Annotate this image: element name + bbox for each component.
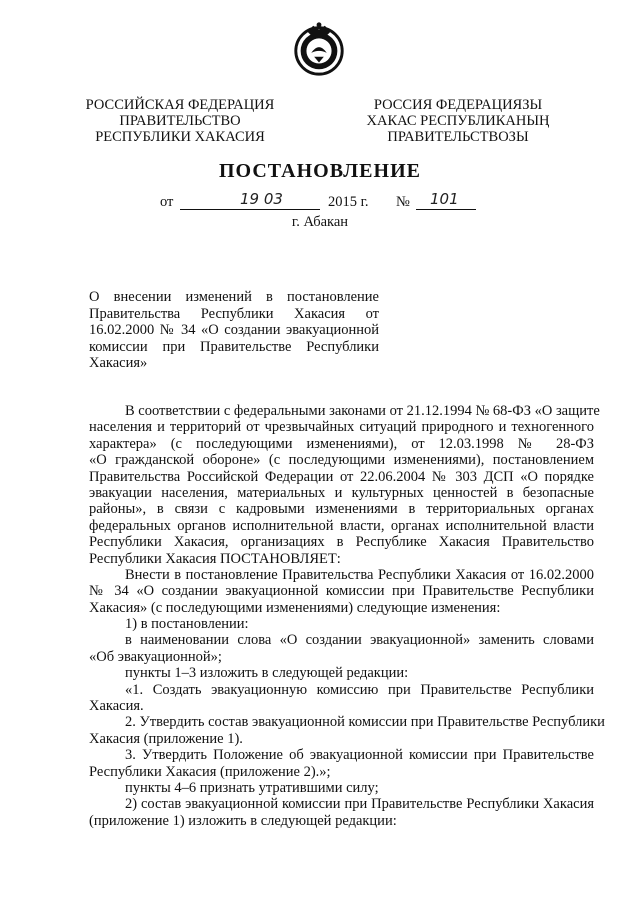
body-line: населения и территорий от чрезвычайных ситуаций природного и техногенного — [89, 419, 594, 436]
body-line: 2) состав эвакуационной комиссии при Правительстве Республики Хакасия — [125, 796, 594, 813]
body-line: федеральных органов исполнительной власти, органах исполнительной власти — [89, 517, 594, 534]
body-line: Республики Хакасия, организациях в Республике Хакасия Правительство — [89, 534, 594, 551]
body-line: Хакасия. — [89, 698, 144, 715]
header-left-line: РЕСПУБЛИКИ ХАКАСИЯ — [95, 129, 265, 145]
body-line: характера» (с последующими изменениями), от 12.03.1998 № 28-ФЗ — [89, 435, 594, 452]
body-line: районы», в связи с кадровыми изменениями в территориальных органах — [89, 501, 594, 518]
body-line: 3. Утвердить Положение об эвакуационной комиссии при Правительстве — [125, 747, 594, 764]
header-left — [80, 97, 280, 145]
subject-line: Хакасия» — [89, 355, 148, 371]
header-left-line: РОССИЙСКАЯ ФЕДЕРАЦИЯ — [85, 97, 275, 113]
header-right — [358, 97, 558, 145]
body-line: «1. Создать эвакуационную комиссию при Правительстве Республики — [125, 681, 594, 698]
body-line: Хакасия» (с последующими изменениями) следующие изменения: — [89, 599, 501, 616]
header-left-line: ПРАВИТЕЛЬСТВО — [119, 113, 241, 129]
body-line: Республики Хакасия ПОСТАНОВЛЯЕТ: — [89, 550, 341, 567]
body-line: В соответствии с федеральными законами от 21.12.1994 № 68-ФЗ «О защите — [125, 403, 600, 419]
handwritten-number: 101 — [430, 190, 459, 208]
subject-line: 16.02.2000 № 34 «О создании эвакуационной — [89, 322, 379, 338]
body-line: Республики Хакасия (приложение 2).»; — [89, 763, 331, 780]
body-line: 2. Утвердить состав эвакуационной комиссии при Правительстве Республики — [125, 714, 605, 731]
coat-of-arms-icon — [290, 20, 348, 78]
document-body — [89, 403, 605, 829]
subject-line: комиссии при Правительстве Республики — [89, 338, 379, 355]
body-line: в наименовании слова «О создании эвакуационной» заменить словами — [125, 632, 594, 649]
body-line: пункты 1–3 изложить в следующей редакции: — [125, 665, 409, 682]
document-title: ПОСТАНОВЛЕНИЕ — [219, 160, 421, 182]
year-label: 2015 г. — [328, 194, 369, 210]
body-line: № 34 «О создании эвакуационной комиссии при Правительстве Республики — [89, 583, 594, 600]
body-line: пункты 4–6 признать утратившими силу; — [125, 779, 379, 796]
body-line: эвакуации населения, материальных и культурных ценностей в безопасные — [89, 484, 594, 501]
body-line: Правительства Российской Федерации от 22.06.2004 № 303 ДСП «О порядке — [89, 468, 594, 485]
city-label: г. Абакан — [291, 214, 349, 230]
body-line: «О гражданской обороне» (с последующими изменениями), постановлением — [89, 452, 594, 469]
date-prefix: от — [160, 194, 174, 210]
handwritten-date: 19 03 — [240, 190, 283, 208]
body-line: Внести в постановление Правительства Республики Хакасия от 16.02.2000 — [125, 566, 594, 583]
body-line: 1) в постановлении: — [125, 616, 249, 633]
header-right-line: ПРАВИТЕЛЬСТВОЗЫ — [387, 129, 529, 145]
subject-line: О внесении изменений в постановление — [89, 289, 379, 305]
document-subject — [89, 289, 379, 372]
body-line: Хакасия (приложение 1). — [89, 730, 243, 747]
date-number-line — [160, 192, 490, 212]
body-line: (приложение 1) изложить в следующей редакции: — [89, 812, 397, 829]
subject-line: Правительства Республики Хакасия от — [89, 305, 379, 322]
body-line: «Об эвакуационной»; — [89, 648, 222, 665]
header-right-line: РОССИЯ ФЕДЕРАЦИЯЗЫ — [373, 97, 543, 113]
number-sign: № — [396, 194, 410, 210]
date-underline — [180, 209, 320, 210]
header-right-line: ХАКАС РЕСПУБЛИКАНЫҢ — [366, 113, 550, 129]
number-underline — [416, 209, 476, 210]
